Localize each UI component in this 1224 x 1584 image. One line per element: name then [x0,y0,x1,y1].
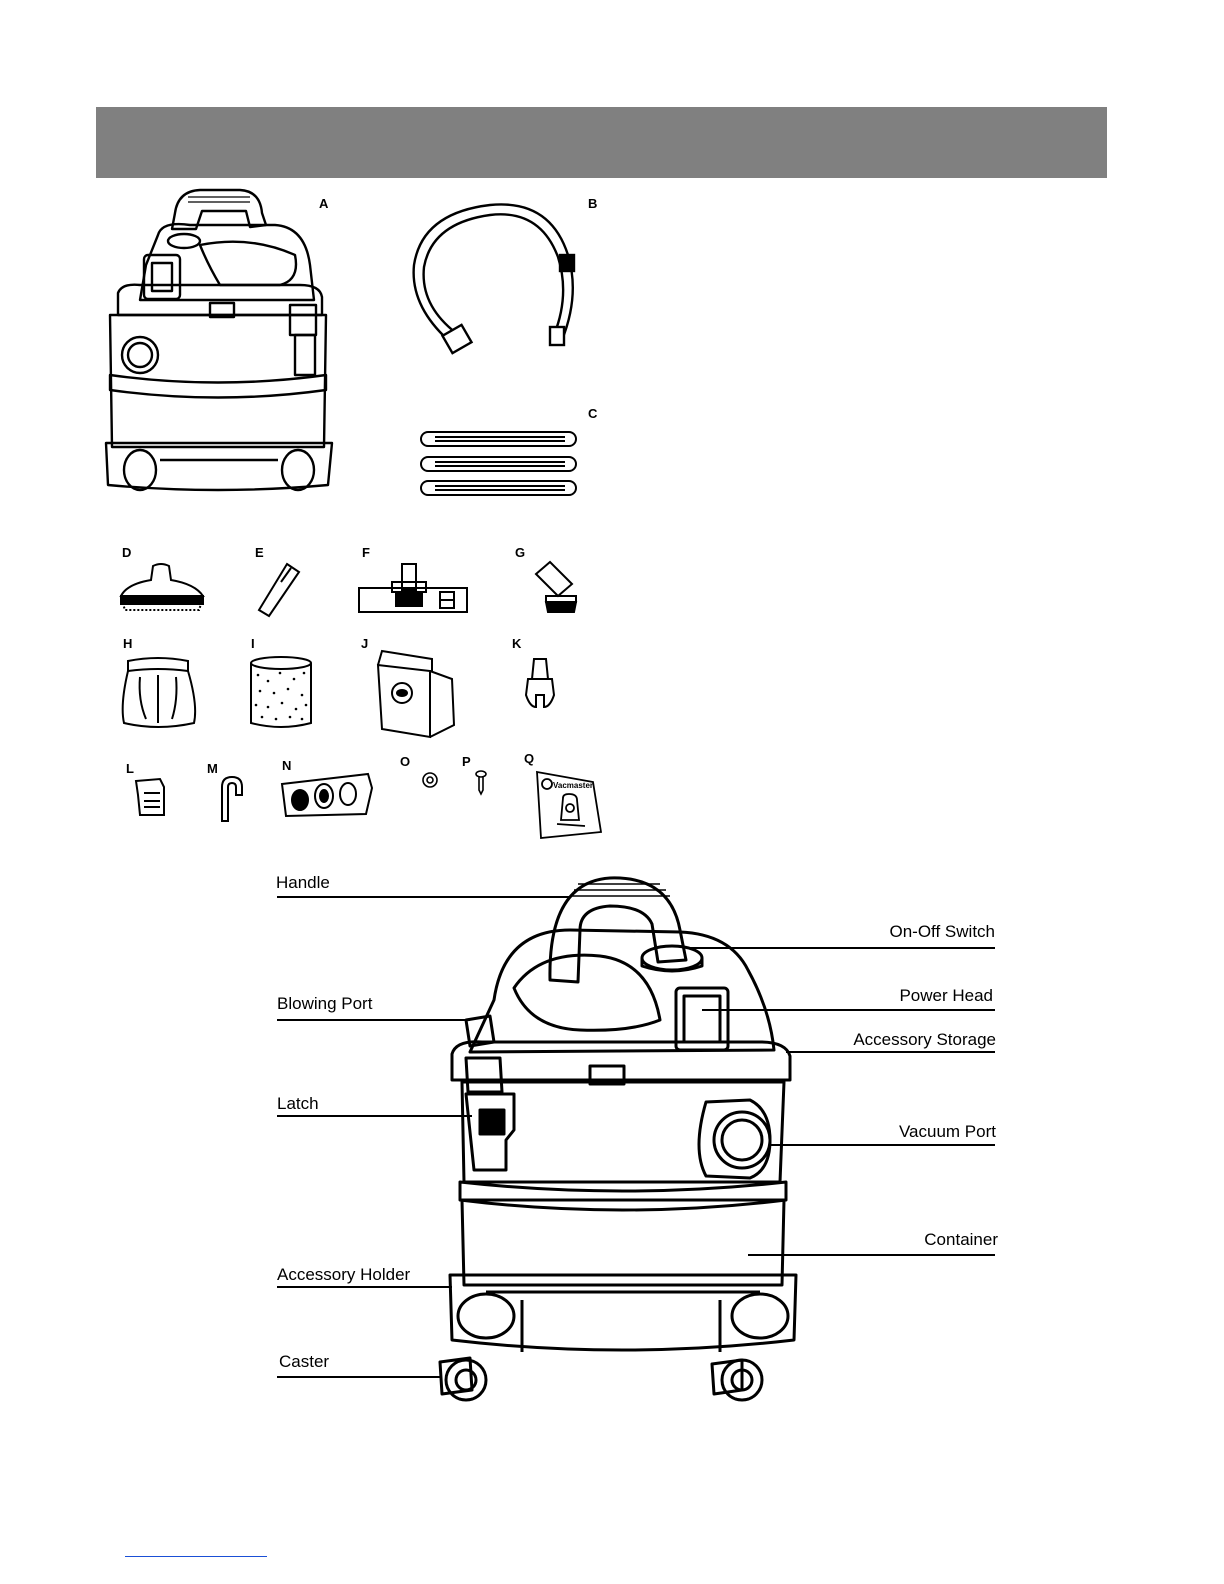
part-letter-k: K [512,636,522,651]
footer-link-underline[interactable] [125,1556,267,1557]
manual-brand-text: Vacmaster [553,781,594,790]
part-letter-d: D [122,545,132,560]
on-off-switch-label: On-Off Switch [889,922,995,941]
part-letter-h: H [123,636,133,651]
blowing-port-label: Blowing Port [277,994,373,1013]
accessory-holder-label: Accessory Holder [277,1265,411,1284]
part-letter-f: F [362,545,370,560]
part-letter-g: G [515,545,526,560]
part-letter-c: C [588,406,598,421]
part-letter-o: O [400,754,411,769]
power-head-label: Power Head [899,986,993,1005]
part-letter-l: L [126,761,134,776]
caster-label: Caster [279,1352,330,1371]
part-letter-n: N [282,758,292,773]
vacuum-port-label: Vacuum Port [898,1122,996,1141]
part-letter-i: I [251,636,255,651]
handle-label: Handle [276,873,330,892]
part-letter-q: Q [524,751,535,766]
part-letter-m: M [207,761,218,776]
part-letter-j: J [361,636,369,651]
latch-label: Latch [277,1094,319,1113]
part-letter-e: E [255,545,264,560]
accessory-storage-label: Accessory Storage [853,1030,996,1049]
part-letter-b: B [588,196,598,211]
part-letter-a: A [319,196,329,211]
container-label: Container [924,1230,998,1249]
part-letter-p: P [462,754,471,769]
